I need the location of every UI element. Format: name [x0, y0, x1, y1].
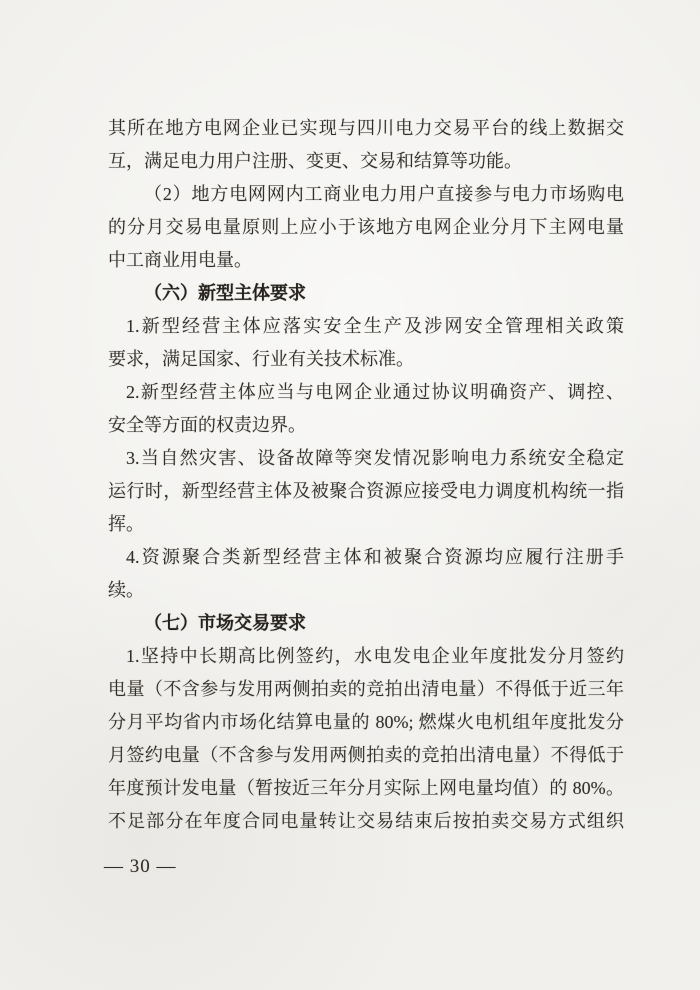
text-line: 挥。 [108, 514, 144, 534]
text-line: 安全等方面的权责边界。 [108, 415, 306, 435]
text-line: 的分月交易电量原则上应小于该地方电网企业分月下主网电量 [108, 217, 624, 237]
text-line: 3.当自然灾害、设备故障等突发情况影响电力系统安全稳定 [126, 448, 624, 468]
section-heading-7: （七）市场交易要求 [144, 613, 306, 633]
text-line: 不足部分在年度合同电量转让交易结束后按拍卖交易方式组织 [108, 811, 624, 831]
text-line: 互，满足电力用户注册、变更、交易和结算等功能。 [108, 151, 522, 171]
text-line: 分月平均省内市场化结算电量的 80%; 燃煤火电机组年度批发分 [108, 712, 624, 732]
page-number: — 30 — [104, 856, 177, 877]
section-heading-6: （六）新型主体要求 [144, 283, 306, 303]
text-line: 4.资源聚合类新型经营主体和被聚合资源均应履行注册手 [126, 547, 624, 567]
text-line: 其所在地方电网企业已实现与四川电力交易平台的线上数据交 [108, 118, 624, 138]
text-line: 中工商业用电量。 [108, 250, 252, 270]
text-line: 1.坚持中长期高比例签约，水电发电企业年度批发分月签约 [126, 646, 624, 666]
text-line: （2）地方电网网内工商业电力用户直接参与电力市场购电 [144, 184, 624, 204]
text-line: 2.新型经营主体应当与电网企业通过协议明确资产、调控、 [126, 382, 624, 402]
text-line: 续。 [108, 580, 144, 600]
text-line: 电量（不含参与发用两侧拍卖的竞拍出清电量）不得低于近三年 [108, 679, 624, 699]
page-body [108, 112, 624, 838]
text-line: 月签约电量（不含参与发用两侧拍卖的竞拍出清电量）不得低于 [108, 745, 624, 765]
text-line: 1.新型经营主体应落实安全生产及涉网安全管理相关政策 [126, 316, 624, 336]
text-line: 要求，满足国家、行业有关技术标准。 [108, 349, 414, 369]
text-line: 运行时，新型经营主体及被聚合资源应接受电力调度机构统一指 [108, 481, 624, 501]
text-line: 年度预计发电量（暂按近三年分月实际上网电量均值）的 80%。 [108, 778, 624, 798]
